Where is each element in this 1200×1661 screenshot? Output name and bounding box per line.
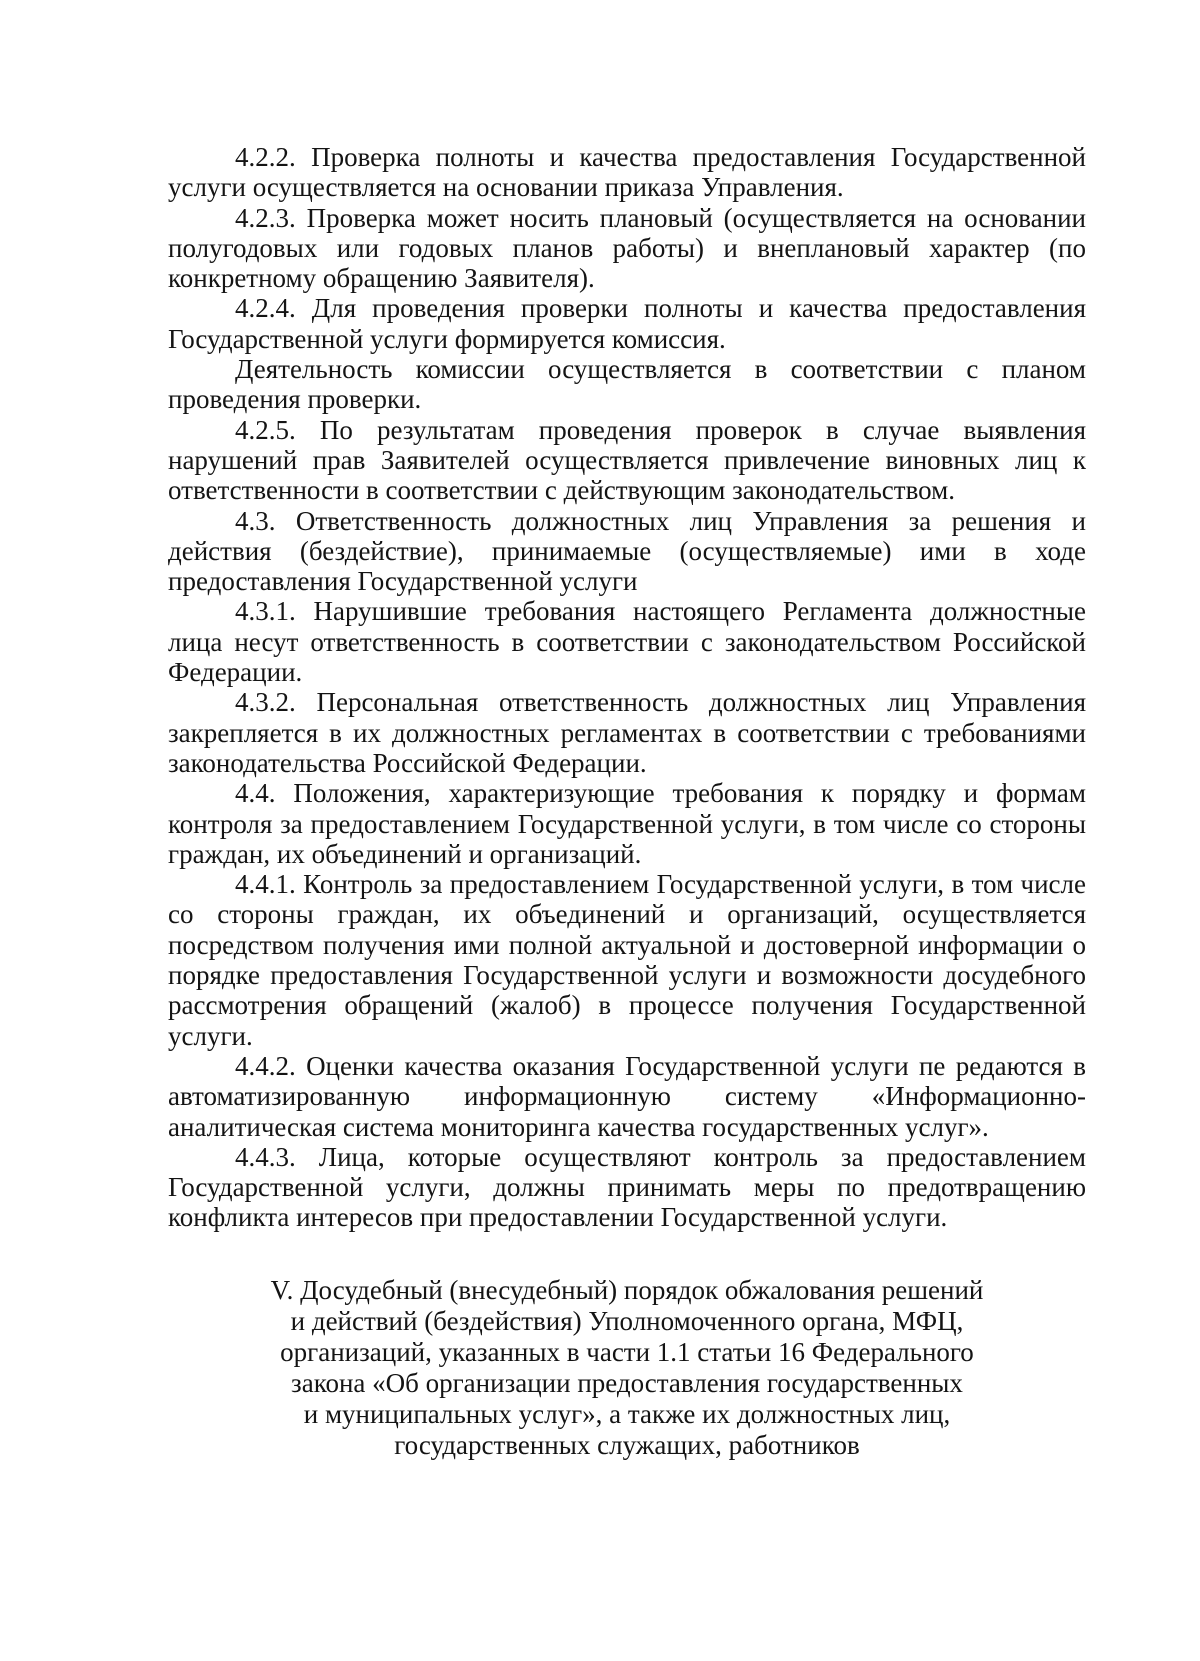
heading-line: организаций, указанных в части 1.1 статьи 16 Федерального xyxy=(280,1337,974,1367)
paragraph-4-4-3: 4.4.3. Лица, которые осуществляют контроль за предоставлением Государственной услуги, должны принимать меры по предотвращению конфликта интересов при предоставлении Государственной услуги. xyxy=(168,1141,1086,1233)
paragraph-4-3-1: 4.3.1. Нарушившие требования настоящего Регламента должностные лица несут ответственность в соответствии с законодательством Российской Федерации. xyxy=(168,596,1086,688)
heading-line: и действий (бездействия) Уполномоченного органа, МФЦ, xyxy=(290,1306,964,1336)
paragraph-4-2-5: 4.2.5. По результатам проведения проверок в случае выявления нарушений прав Заявителей осуществляется привлечение виновных лиц к ответственности в соответствии с действующим законодательством. xyxy=(168,414,1086,506)
body-text xyxy=(168,142,1086,1233)
section-v-heading xyxy=(168,1275,1086,1461)
paragraph-4-2-2: 4.2.2. Проверка полноты и качества предоставления Государственной услуги осуществляется на основании приказа Управления. xyxy=(168,142,1086,203)
paragraph-4-3: 4.3. Ответственность должностных лиц Управления за решения и действия (бездействие), принимаемые (осуществляемые) ими в ходе предоставления Государственной услуги xyxy=(168,505,1086,597)
paragraph-4-2-3: 4.2.3. Проверка может носить плановый (осуществляется на основании полугодовых или годовых планов работы) и внеплановый характер (по конкретному обращению Заявителя). xyxy=(168,202,1086,294)
heading-line: V. Досудебный (внесудебный) порядок обжалования решений xyxy=(270,1275,984,1305)
paragraph-4-4: 4.4. Положения, характеризующие требования к порядку и формам контроля за предоставлением Государственной услуги, в том числе со стороны граждан, их объединений и организаций. xyxy=(168,778,1086,869)
paragraph-4-2-4: 4.2.4. Для проведения проверки полноты и качества предоставления Государственной услуги формируется комиссия. xyxy=(168,293,1086,354)
heading-line: государственных служащих, работников xyxy=(394,1430,860,1460)
paragraph-4-4-2: 4.4.2. Оценки качества оказания Государственной услуги пе редаются в автоматизированную информационную систему «Информационно-аналитическая система мониторинга качества государственных услуг». xyxy=(168,1050,1086,1142)
paragraph-commission: Деятельность комиссии осуществляется в соответствии с планом проведения проверки. xyxy=(168,354,1086,415)
paragraph-4-3-2: 4.3.2. Персональная ответственность должностных лиц Управления закрепляется в их должностных регламентах в соответствии с требованиями законодательства Российской Федерации. xyxy=(168,687,1086,778)
heading-line: и муниципальных услуг», а также их должностных лиц, xyxy=(303,1399,951,1429)
paragraph-4-4-1: 4.4.1. Контроль за предоставлением Государственной услуги, в том числе со стороны граждан, их объединений и организаций, осуществляется посредством получения ими полной актуальной и достоверной информации о порядке предоставления Государственной услуги и возможности досудебного рассмотрения обращений (жалоб) в процессе получения Государственной услуги. xyxy=(168,869,1086,1051)
heading-line: закона «Об организации предоставления государственных xyxy=(291,1368,963,1398)
